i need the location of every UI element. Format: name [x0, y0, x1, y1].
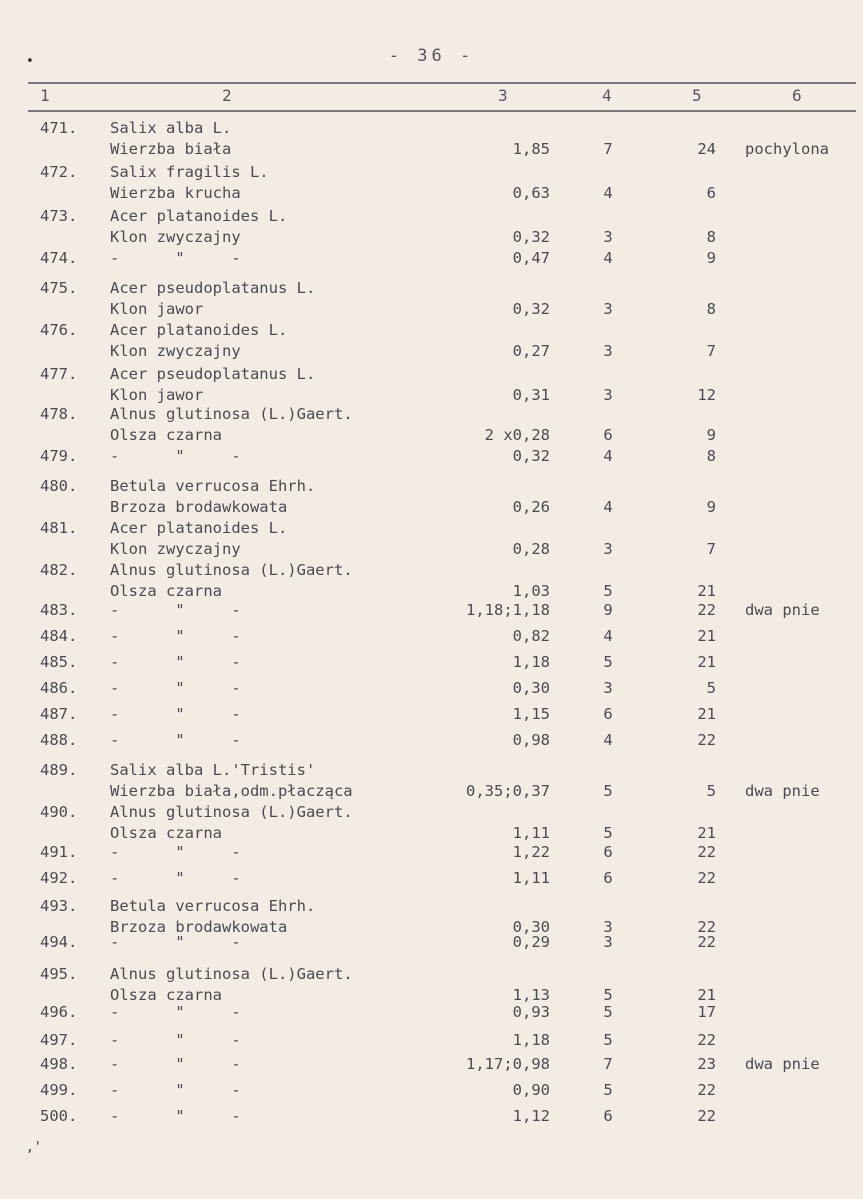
trunk-value: 0,98 — [512, 731, 550, 749]
column-5-value: 22 — [697, 933, 716, 951]
column-5-value: 21 — [697, 627, 716, 645]
trunk-value: 0,93 — [512, 1003, 550, 1021]
column-4-value: 4 — [603, 731, 613, 749]
table-row — [0, 162, 863, 206]
species-latin-name: - " - — [110, 933, 241, 951]
species-latin-name: - " - — [110, 1107, 241, 1125]
column-4-value: 5 — [603, 582, 613, 600]
species-latin-name: Acer platanoides L. — [110, 519, 288, 537]
trunk-value: 1,11 — [512, 869, 550, 887]
margin-mark: ,' — [26, 1140, 42, 1155]
row-number: 476. — [40, 321, 78, 339]
row-number: 489. — [40, 761, 78, 779]
column-4-value: 6 — [603, 843, 613, 861]
trunk-value: 0,26 — [512, 498, 550, 516]
column-5-value: 9 — [706, 249, 716, 267]
column-4-value: 7 — [603, 140, 613, 158]
row-number: 500. — [40, 1107, 78, 1125]
table-row — [0, 278, 863, 322]
species-latin-name: - " - — [110, 869, 241, 887]
column-4-value: 5 — [603, 653, 613, 671]
column-5-value: 22 — [697, 869, 716, 887]
column-4-value: 4 — [603, 627, 613, 645]
table-row — [0, 760, 863, 804]
species-latin-name: - " - — [110, 731, 241, 749]
row-number: 485. — [40, 653, 78, 671]
trunk-value: 1,18 — [512, 653, 550, 671]
column-5-value: 23 — [697, 1055, 716, 1073]
column-4-value: 6 — [603, 705, 613, 723]
header-rule — [28, 110, 856, 112]
trunk-value: 1,03 — [512, 582, 550, 600]
column-4-value: 9 — [603, 601, 613, 619]
species-polish-name: Olsza czarna — [110, 426, 222, 444]
column-5-value: 8 — [706, 300, 716, 318]
column-5-value: 22 — [697, 843, 716, 861]
species-latin-name: - " - — [110, 653, 241, 671]
row-number: 479. — [40, 447, 78, 465]
top-rule — [28, 82, 856, 84]
column-5-value: 7 — [706, 342, 716, 360]
column-5-value: 8 — [706, 228, 716, 246]
species-polish-name: Klon zwyczajny — [110, 342, 241, 360]
species-latin-name: Salix alba L.'Tristis' — [110, 761, 316, 779]
table-row — [0, 404, 863, 448]
column-4-value: 6 — [603, 869, 613, 887]
column-4-value: 3 — [603, 386, 613, 404]
column-5-value: 17 — [697, 1003, 716, 1021]
column-4-value: 3 — [603, 679, 613, 697]
species-latin-name: - " - — [110, 1055, 241, 1073]
column-5-value: 22 — [697, 1107, 716, 1125]
column-4-value: 6 — [603, 426, 613, 444]
species-latin-name: Betula verrucosa Ehrh. — [110, 897, 316, 915]
species-latin-name: Salix alba L. — [110, 119, 232, 137]
column-4-value: 5 — [603, 782, 613, 800]
trunk-value: 1,12 — [512, 1107, 550, 1125]
column-4-value: 5 — [603, 1031, 613, 1049]
column-4-value: 5 — [603, 986, 613, 1004]
species-polish-name: Olsza czarna — [110, 986, 222, 1004]
column-header-6: 6 — [792, 86, 802, 105]
column-5-value: 21 — [697, 705, 716, 723]
trunk-value: 1,18;1,18 — [466, 601, 550, 619]
row-number: 495. — [40, 965, 78, 983]
species-latin-name: - " - — [110, 1081, 241, 1099]
column-5-value: 9 — [706, 498, 716, 516]
species-latin-name: Betula verrucosa Ehrh. — [110, 477, 316, 495]
column-4-value: 3 — [603, 228, 613, 246]
column-header-2: 2 — [222, 86, 232, 105]
column-4-value: 3 — [603, 300, 613, 318]
species-latin-name: - " - — [110, 447, 241, 465]
column-4-value: 6 — [603, 1107, 613, 1125]
column-4-value: 7 — [603, 1055, 613, 1073]
row-number: 471. — [40, 119, 78, 137]
column-header-3: 3 — [498, 86, 508, 105]
species-latin-name: Alnus glutinosa (L.)Gaert. — [110, 965, 353, 983]
column-header-1: 1 — [40, 86, 50, 105]
row-number: 473. — [40, 207, 78, 225]
row-number: 488. — [40, 731, 78, 749]
column-4-value: 3 — [603, 342, 613, 360]
species-polish-name: Klon zwyczajny — [110, 540, 241, 558]
column-header-4: 4 — [602, 86, 612, 105]
trunk-value: 0,47 — [512, 249, 550, 267]
trunk-value: 2 x0,28 — [484, 426, 550, 444]
table-row — [0, 518, 863, 562]
row-number: 483. — [40, 601, 78, 619]
remark: dwa pnie — [745, 1055, 820, 1073]
species-latin-name: Acer pseudoplatanus L. — [110, 279, 316, 297]
column-4-value: 5 — [603, 1081, 613, 1099]
species-latin-name: - " - — [110, 705, 241, 723]
row-number: 496. — [40, 1003, 78, 1021]
species-latin-name: - " - — [110, 1003, 241, 1021]
margin-mark: • — [26, 54, 34, 69]
species-latin-name: Acer platanoides L. — [110, 207, 288, 225]
column-5-value: 21 — [697, 653, 716, 671]
species-latin-name: - " - — [110, 249, 241, 267]
column-4-value: 4 — [603, 447, 613, 465]
column-4-value: 3 — [603, 918, 613, 936]
row-number: 487. — [40, 705, 78, 723]
column-5-value: 22 — [697, 1081, 716, 1099]
trunk-value: 0,29 — [512, 933, 550, 951]
row-number: 482. — [40, 561, 78, 579]
species-latin-name: Alnus glutinosa (L.)Gaert. — [110, 561, 353, 579]
trunk-value: 1,22 — [512, 843, 550, 861]
column-header-5: 5 — [692, 86, 702, 105]
trunk-value: 1,15 — [512, 705, 550, 723]
remark: dwa pnie — [745, 782, 820, 800]
column-5-value: 21 — [697, 582, 716, 600]
column-5-value: 22 — [697, 731, 716, 749]
row-number: 497. — [40, 1031, 78, 1049]
column-4-value: 4 — [603, 184, 613, 202]
page-number: - 36 - — [388, 46, 475, 66]
trunk-value: 1,85 — [512, 140, 550, 158]
row-number: 477. — [40, 365, 78, 383]
trunk-value: 0,31 — [512, 386, 550, 404]
column-5-value: 22 — [697, 918, 716, 936]
column-5-value: 7 — [706, 540, 716, 558]
species-latin-name: - " - — [110, 601, 241, 619]
column-4-value: 5 — [603, 824, 613, 842]
table-row — [0, 364, 863, 408]
column-5-value: 21 — [697, 986, 716, 1004]
trunk-value: 1,13 — [512, 986, 550, 1004]
column-4-value: 3 — [603, 540, 613, 558]
row-number: 492. — [40, 869, 78, 887]
trunk-value: 0,27 — [512, 342, 550, 360]
species-latin-name: Acer pseudoplatanus L. — [110, 365, 316, 383]
trunk-value: 0,63 — [512, 184, 550, 202]
row-number: 481. — [40, 519, 78, 537]
species-latin-name: Alnus glutinosa (L.)Gaert. — [110, 803, 353, 821]
row-number: 472. — [40, 163, 78, 181]
trunk-value: 0,90 — [512, 1081, 550, 1099]
column-5-value: 24 — [697, 140, 716, 158]
remark: pochylona — [745, 140, 829, 158]
column-4-value: 3 — [603, 933, 613, 951]
trunk-value: 0,35;0,37 — [466, 782, 550, 800]
trunk-value: 1,17;0,98 — [466, 1055, 550, 1073]
species-polish-name: Brzoza brodawkowata — [110, 498, 288, 516]
column-5-value: 22 — [697, 601, 716, 619]
trunk-value: 1,11 — [512, 824, 550, 842]
species-latin-name: - " - — [110, 1031, 241, 1049]
column-5-value: 5 — [706, 679, 716, 697]
column-5-value: 5 — [706, 782, 716, 800]
species-polish-name: Olsza czarna — [110, 582, 222, 600]
species-latin-name: Acer platanoides L. — [110, 321, 288, 339]
column-5-value: 8 — [706, 447, 716, 465]
row-number: 480. — [40, 477, 78, 495]
species-polish-name: Klon jawor — [110, 300, 204, 318]
species-polish-name: Wierzba biała,odm.płacząca — [110, 782, 353, 800]
species-polish-name: Wierzba biała — [110, 140, 232, 158]
row-number: 474. — [40, 249, 78, 267]
column-4-value: 4 — [603, 498, 613, 516]
row-number: 498. — [40, 1055, 78, 1073]
column-4-value: 5 — [603, 1003, 613, 1021]
row-number: 484. — [40, 627, 78, 645]
row-number: 475. — [40, 279, 78, 297]
table-row — [0, 476, 863, 520]
row-number: 491. — [40, 843, 78, 861]
species-polish-name: Klon jawor — [110, 386, 204, 404]
table-row — [0, 206, 863, 250]
trunk-value: 0,28 — [512, 540, 550, 558]
table-row — [0, 320, 863, 364]
trunk-value: 1,18 — [512, 1031, 550, 1049]
column-4-value: 4 — [603, 249, 613, 267]
species-latin-name: - " - — [110, 627, 241, 645]
species-latin-name: Alnus glutinosa (L.)Gaert. — [110, 405, 353, 423]
table-row — [0, 802, 863, 846]
trunk-value: 0,32 — [512, 228, 550, 246]
row-number: 486. — [40, 679, 78, 697]
species-polish-name: Klon zwyczajny — [110, 228, 241, 246]
species-latin-name: - " - — [110, 679, 241, 697]
row-number: 494. — [40, 933, 78, 951]
species-polish-name: Brzoza brodawkowata — [110, 918, 288, 936]
remark: dwa pnie — [745, 601, 820, 619]
trunk-value: 0,32 — [512, 447, 550, 465]
species-latin-name: Salix fragilis L. — [110, 163, 269, 181]
table-row — [0, 118, 863, 162]
column-5-value: 21 — [697, 824, 716, 842]
row-number: 499. — [40, 1081, 78, 1099]
trunk-value: 0,30 — [512, 679, 550, 697]
species-polish-name: Wierzba krucha — [110, 184, 241, 202]
row-number: 490. — [40, 803, 78, 821]
row-number: 493. — [40, 897, 78, 915]
species-polish-name: Olsza czarna — [110, 824, 222, 842]
trunk-value: 0,32 — [512, 300, 550, 318]
trunk-value: 0,82 — [512, 627, 550, 645]
table-row — [0, 560, 863, 604]
column-5-value: 22 — [697, 1031, 716, 1049]
column-5-value: 6 — [706, 184, 716, 202]
species-latin-name: - " - — [110, 843, 241, 861]
column-5-value: 9 — [706, 426, 716, 444]
column-5-value: 12 — [697, 386, 716, 404]
trunk-value: 0,30 — [512, 918, 550, 936]
table-row — [0, 1106, 863, 1150]
row-number: 478. — [40, 405, 78, 423]
